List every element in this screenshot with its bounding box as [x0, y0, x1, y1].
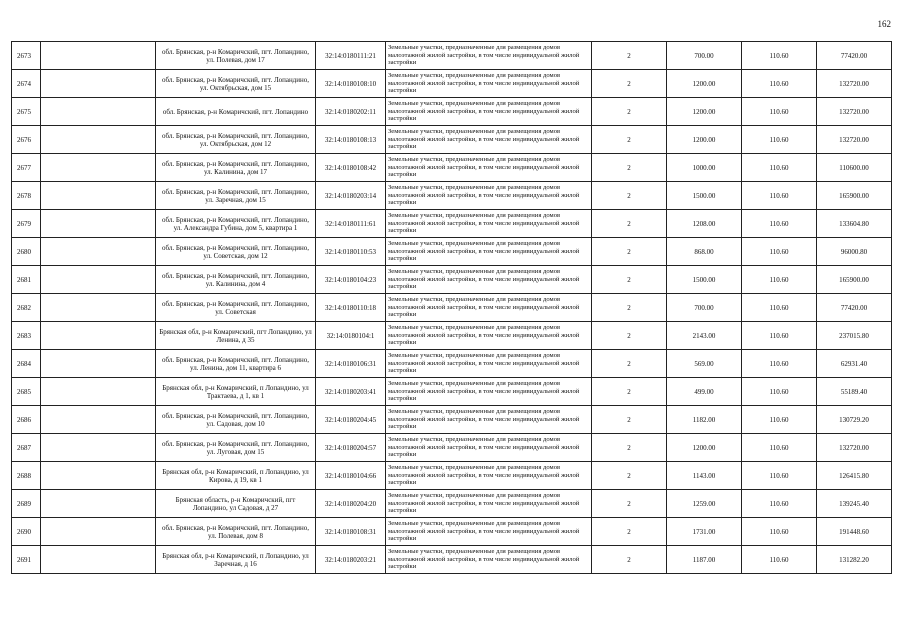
group-cell: 2	[592, 322, 667, 350]
empty-cell	[41, 322, 156, 350]
rate-cell: 110.60	[742, 294, 817, 322]
empty-cell	[41, 378, 156, 406]
address-cell: обл. Брянская, р-н Комаричский, пгт. Лопандино, ул. Луговая, дом 15	[156, 434, 316, 462]
rate-cell: 110.60	[742, 210, 817, 238]
cadastral-value-cell: 132720.00	[817, 70, 892, 98]
rate-cell: 110.60	[742, 70, 817, 98]
area-cell: 1208.00	[667, 210, 742, 238]
rate-cell: 110.60	[742, 322, 817, 350]
row-number-cell: 2683	[12, 322, 41, 350]
table-row	[12, 70, 892, 98]
empty-cell	[41, 294, 156, 322]
address-cell: обл. Брянская, р-н Комаричский, пгт. Лопандино, ул. Александра Губина, дом 5, квартира 1	[156, 210, 316, 238]
cadastral-value-cell: 165900.00	[817, 182, 892, 210]
area-cell: 1200.00	[667, 70, 742, 98]
land-use-cell: Земельные участки, предназначенные для размещения домов малоэтажной жилой застройки, в том числе индивидуальной жилой застройки	[386, 294, 592, 322]
cadastral-number-cell: 32:14:0180108:10	[316, 70, 386, 98]
cadastral-value-cell: 130729.20	[817, 406, 892, 434]
address-cell: обл. Брянская, р-н Комаричский, пгт. Лопандино, ул. Ленина, дом 11, квартира 6	[156, 350, 316, 378]
rate-cell: 110.60	[742, 378, 817, 406]
address-cell: Брянская обл, р-н Комаричский, пгт Лопандино, ул Ленина, д 35	[156, 322, 316, 350]
cadastral-number-cell: 32:14:0180111:61	[316, 210, 386, 238]
empty-cell	[41, 350, 156, 378]
cadastral-value-cell: 165900.00	[817, 266, 892, 294]
cadastral-number-cell: 32:14:0180203:14	[316, 182, 386, 210]
row-number-cell: 2689	[12, 490, 41, 518]
group-cell: 2	[592, 210, 667, 238]
area-cell: 700.00	[667, 42, 742, 70]
cadastral-value-cell: 131282.20	[817, 546, 892, 574]
rate-cell: 110.60	[742, 182, 817, 210]
cadastral-value-cell: 126415.80	[817, 462, 892, 490]
address-cell: обл. Брянская, р-н Комаричский, пгт. Лопандино, ул. Советская, дом 12	[156, 238, 316, 266]
row-number-cell: 2681	[12, 266, 41, 294]
empty-cell	[41, 182, 156, 210]
cadastral-number-cell: 32:14:0180203:41	[316, 378, 386, 406]
cadastral-number-cell: 32:14:0180202:11	[316, 98, 386, 126]
address-cell: Брянская обл, р-н Комаричский, п Лопандино, ул Заречная, д 16	[156, 546, 316, 574]
group-cell: 2	[592, 546, 667, 574]
land-use-cell: Земельные участки, предназначенные для размещения домов малоэтажной жилой застройки, в том числе индивидуальной жилой застройки	[386, 210, 592, 238]
cadastral-value-cell: 77420.00	[817, 294, 892, 322]
group-cell: 2	[592, 378, 667, 406]
group-cell: 2	[592, 266, 667, 294]
table-row	[12, 378, 892, 406]
table-row	[12, 42, 892, 70]
table-row	[12, 462, 892, 490]
land-use-cell: Земельные участки, предназначенные для размещения домов малоэтажной жилой застройки, в том числе индивидуальной жилой застройки	[386, 238, 592, 266]
cadastral-number-cell: 32:14:0180110:18	[316, 294, 386, 322]
cadastral-number-cell: 32:14:0180110:53	[316, 238, 386, 266]
land-use-cell: Земельные участки, предназначенные для размещения домов малоэтажной жилой застройки, в том числе индивидуальной жилой застройки	[386, 266, 592, 294]
row-number-cell: 2684	[12, 350, 41, 378]
empty-cell	[41, 266, 156, 294]
address-cell: обл. Брянская, р-н Комаричский, пгт. Лопандино, ул. Октябрьская, дом 12	[156, 126, 316, 154]
table-row	[12, 322, 892, 350]
rate-cell: 110.60	[742, 462, 817, 490]
row-number-cell: 2690	[12, 518, 41, 546]
area-cell: 2143.00	[667, 322, 742, 350]
empty-cell	[41, 42, 156, 70]
row-number-cell: 2679	[12, 210, 41, 238]
address-cell: обл. Брянская, р-н Комаричский, пгт. Лопандино, ул. Калинина, дом 4	[156, 266, 316, 294]
land-use-cell: Земельные участки, предназначенные для размещения домов малоэтажной жилой застройки, в том числе индивидуальной жилой застройки	[386, 70, 592, 98]
cadastral-number-cell: 32:14:0180108:31	[316, 518, 386, 546]
cadastral-number-cell: 32:14:0180108:42	[316, 154, 386, 182]
address-cell: обл. Брянская, р-н Комаричский, пгт. Лопандино, ул. Садовая, дом 10	[156, 406, 316, 434]
row-number-cell: 2691	[12, 546, 41, 574]
page-number: 162	[877, 19, 891, 29]
land-use-cell: Земельные участки, предназначенные для размещения домов малоэтажной жилой застройки, в том числе индивидуальной жилой застройки	[386, 518, 592, 546]
rate-cell: 110.60	[742, 126, 817, 154]
table-row	[12, 350, 892, 378]
rate-cell: 110.60	[742, 42, 817, 70]
group-cell: 2	[592, 70, 667, 98]
empty-cell	[41, 406, 156, 434]
cadastral-number-cell: 32:14:0180204:45	[316, 406, 386, 434]
land-use-cell: Земельные участки, предназначенные для размещения домов малоэтажной жилой застройки, в том числе индивидуальной жилой застройки	[386, 378, 592, 406]
empty-cell	[41, 238, 156, 266]
table-row	[12, 434, 892, 462]
cadastral-number-cell: 32:14:0180104:66	[316, 462, 386, 490]
rate-cell: 110.60	[742, 154, 817, 182]
group-cell: 2	[592, 98, 667, 126]
address-cell: обл. Брянская, р-н Комаричский, пгт. Лопандино	[156, 98, 316, 126]
table-row	[12, 98, 892, 126]
area-cell: 700.00	[667, 294, 742, 322]
table-row	[12, 238, 892, 266]
land-use-cell: Земельные участки, предназначенные для размещения домов малоэтажной жилой застройки, в том числе индивидуальной жилой застройки	[386, 546, 592, 574]
cadastral-value-cell: 139245.40	[817, 490, 892, 518]
row-number-cell: 2686	[12, 406, 41, 434]
group-cell: 2	[592, 126, 667, 154]
rate-cell: 110.60	[742, 518, 817, 546]
cadastral-value-cell: 77420.00	[817, 42, 892, 70]
cadastral-value-cell: 110600.00	[817, 154, 892, 182]
row-number-cell: 2677	[12, 154, 41, 182]
cadastral-value-cell: 132720.00	[817, 126, 892, 154]
land-use-cell: Земельные участки, предназначенные для размещения домов малоэтажной жилой застройки, в том числе индивидуальной жилой застройки	[386, 154, 592, 182]
table-row	[12, 126, 892, 154]
empty-cell	[41, 154, 156, 182]
row-number-cell: 2687	[12, 434, 41, 462]
group-cell: 2	[592, 154, 667, 182]
table-row	[12, 182, 892, 210]
cadastral-number-cell: 32:14:0180106:31	[316, 350, 386, 378]
land-use-cell: Земельные участки, предназначенные для размещения домов малоэтажной жилой застройки, в том числе индивидуальной жилой застройки	[386, 462, 592, 490]
row-number-cell: 2685	[12, 378, 41, 406]
cadastral-number-cell: 32:14:0180204:57	[316, 434, 386, 462]
cadastral-value-cell: 132720.00	[817, 434, 892, 462]
land-use-cell: Земельные участки, предназначенные для размещения домов малоэтажной жилой застройки, в том числе индивидуальной жилой застройки	[386, 322, 592, 350]
empty-cell	[41, 126, 156, 154]
rate-cell: 110.60	[742, 406, 817, 434]
group-cell: 2	[592, 462, 667, 490]
land-use-cell: Земельные участки, предназначенные для размещения домов малоэтажной жилой застройки, в том числе индивидуальной жилой застройки	[386, 42, 592, 70]
table-row	[12, 154, 892, 182]
land-use-cell: Земельные участки, предназначенные для размещения домов малоэтажной жилой застройки, в том числе индивидуальной жилой застройки	[386, 126, 592, 154]
area-cell: 1187.00	[667, 546, 742, 574]
area-cell: 1182.00	[667, 406, 742, 434]
row-number-cell: 2673	[12, 42, 41, 70]
area-cell: 868.00	[667, 238, 742, 266]
cadastral-number-cell: 32:14:0180104:1	[316, 322, 386, 350]
rate-cell: 110.60	[742, 434, 817, 462]
address-cell: Брянская область, р-н Комаричский, пгт Лопандино, ул Садовая, д 27	[156, 490, 316, 518]
group-cell: 2	[592, 434, 667, 462]
rate-cell: 110.60	[742, 490, 817, 518]
group-cell: 2	[592, 182, 667, 210]
group-cell: 2	[592, 350, 667, 378]
land-registry-table	[11, 41, 892, 574]
area-cell: 1500.00	[667, 182, 742, 210]
cadastral-value-cell: 237015.80	[817, 322, 892, 350]
row-number-cell: 2680	[12, 238, 41, 266]
row-number-cell: 2682	[12, 294, 41, 322]
rate-cell: 110.60	[742, 238, 817, 266]
empty-cell	[41, 98, 156, 126]
land-use-cell: Земельные участки, предназначенные для размещения домов малоэтажной жилой застройки, в том числе индивидуальной жилой застройки	[386, 406, 592, 434]
rate-cell: 110.60	[742, 266, 817, 294]
area-cell: 1200.00	[667, 126, 742, 154]
table-row	[12, 406, 892, 434]
land-use-cell: Земельные участки, предназначенные для размещения домов малоэтажной жилой застройки, в том числе индивидуальной жилой застройки	[386, 182, 592, 210]
address-cell: обл. Брянская, р-н Комаричский, пгт. Лопандино, ул. Полевая, дом 17	[156, 42, 316, 70]
area-cell: 1731.00	[667, 518, 742, 546]
table-body	[12, 42, 892, 574]
area-cell: 1200.00	[667, 434, 742, 462]
row-number-cell: 2674	[12, 70, 41, 98]
address-cell: обл. Брянская, р-н Комаричский, пгт. Лопандино, ул. Советская	[156, 294, 316, 322]
area-cell: 1200.00	[667, 98, 742, 126]
area-cell: 569.00	[667, 350, 742, 378]
cadastral-number-cell: 32:14:0180104:23	[316, 266, 386, 294]
table-row	[12, 518, 892, 546]
empty-cell	[41, 518, 156, 546]
area-cell: 1259.00	[667, 490, 742, 518]
group-cell: 2	[592, 518, 667, 546]
area-cell: 1143.00	[667, 462, 742, 490]
cadastral-value-cell: 62931.40	[817, 350, 892, 378]
land-use-cell: Земельные участки, предназначенные для размещения домов малоэтажной жилой застройки, в том числе индивидуальной жилой застройки	[386, 350, 592, 378]
rate-cell: 110.60	[742, 546, 817, 574]
empty-cell	[41, 490, 156, 518]
cadastral-value-cell: 55189.40	[817, 378, 892, 406]
cadastral-number-cell: 32:14:0180203:21	[316, 546, 386, 574]
group-cell: 2	[592, 490, 667, 518]
area-cell: 1500.00	[667, 266, 742, 294]
address-cell: обл. Брянская, р-н Комаричский, пгт. Лопандино, ул. Калинина, дом 17	[156, 154, 316, 182]
group-cell: 2	[592, 406, 667, 434]
area-cell: 499.00	[667, 378, 742, 406]
table-row	[12, 294, 892, 322]
address-cell: Брянская обл, р-н Комаричский, п Лопандино, ул Трактаева, д 1, кв 1	[156, 378, 316, 406]
row-number-cell: 2676	[12, 126, 41, 154]
rate-cell: 110.60	[742, 98, 817, 126]
empty-cell	[41, 546, 156, 574]
cadastral-value-cell: 133604.80	[817, 210, 892, 238]
table-row	[12, 546, 892, 574]
cadastral-value-cell: 191448.60	[817, 518, 892, 546]
row-number-cell: 2678	[12, 182, 41, 210]
table-row	[12, 266, 892, 294]
row-number-cell: 2688	[12, 462, 41, 490]
empty-cell	[41, 70, 156, 98]
address-cell: Брянская обл, р-н Комаричский, п Лопандино, ул Кирова, д 19, кв 1	[156, 462, 316, 490]
empty-cell	[41, 210, 156, 238]
empty-cell	[41, 462, 156, 490]
cadastral-number-cell: 32:14:0180108:13	[316, 126, 386, 154]
group-cell: 2	[592, 294, 667, 322]
rate-cell: 110.60	[742, 350, 817, 378]
cadastral-value-cell: 96000.80	[817, 238, 892, 266]
cadastral-number-cell: 32:14:0180204:20	[316, 490, 386, 518]
empty-cell	[41, 434, 156, 462]
table-row	[12, 490, 892, 518]
cadastral-number-cell: 32:14:0180111:21	[316, 42, 386, 70]
group-cell: 2	[592, 42, 667, 70]
land-use-cell: Земельные участки, предназначенные для размещения домов малоэтажной жилой застройки, в том числе индивидуальной жилой застройки	[386, 98, 592, 126]
land-use-cell: Земельные участки, предназначенные для размещения домов малоэтажной жилой застройки, в том числе индивидуальной жилой застройки	[386, 490, 592, 518]
cadastral-value-cell: 132720.00	[817, 98, 892, 126]
address-cell: обл. Брянская, р-н Комаричский, пгт. Лопандино, ул. Заречная, дом 15	[156, 182, 316, 210]
area-cell: 1000.00	[667, 154, 742, 182]
land-use-cell: Земельные участки, предназначенные для размещения домов малоэтажной жилой застройки, в том числе индивидуальной жилой застройки	[386, 434, 592, 462]
group-cell: 2	[592, 238, 667, 266]
address-cell: обл. Брянская, р-н Комаричский, пгт. Лопандино, ул. Октябрьская, дом 15	[156, 70, 316, 98]
row-number-cell: 2675	[12, 98, 41, 126]
table-row	[12, 210, 892, 238]
address-cell: обл. Брянская, р-н Комаричский, пгт. Лопандино, ул. Полевая, дом 8	[156, 518, 316, 546]
